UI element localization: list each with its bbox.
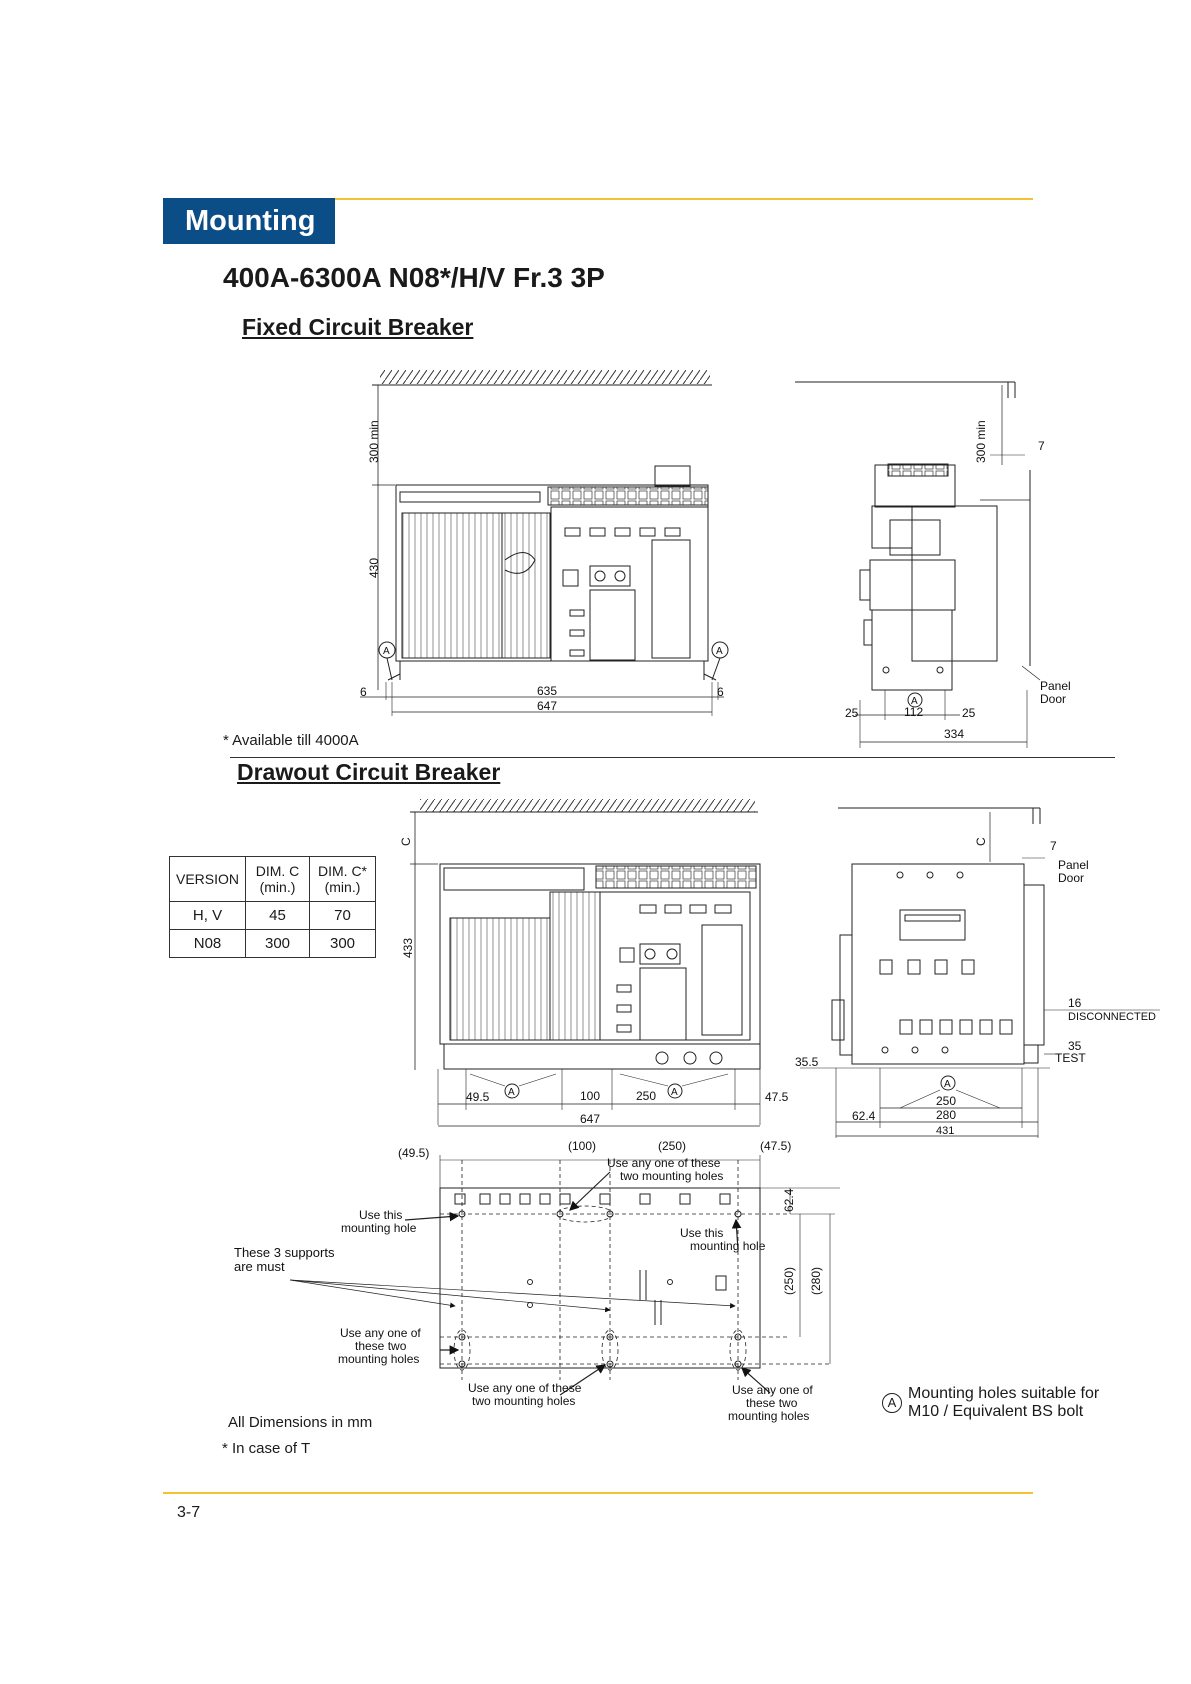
drawout-disconnected-dim: 16 [1068,996,1082,1010]
fixed-footnote: * Available till 4000A [223,732,359,749]
drawout-side-pitch-a: 250 [936,1094,957,1108]
callout-left-pair-line2: these two [355,1339,407,1353]
plan-pitch-b: (250) [658,1139,687,1153]
fixed-right-gap-label: 6 [717,685,724,699]
drawout-side-hole-marker: A [944,1079,951,1090]
drawout-overall-width: 647 [580,1112,601,1126]
fixed-side-view [795,382,1040,748]
callout-left-pair-line3: mounting holes [338,1352,420,1366]
fixed-breaker-title: Fixed Circuit Breaker [242,314,474,340]
fixed-panel-label: Panel [1040,679,1071,693]
table-header: DIM. C* (min.) [310,857,376,902]
plan-pitch-a: (100) [568,1139,597,1153]
drawout-left-offset: 49.5 [466,1090,490,1104]
callout-bottom-right-line2: these two [746,1396,798,1410]
page-number: 3-7 [177,1504,201,1521]
drawout-door-label: Door [1058,871,1085,885]
callout-use-this-left-line2: mounting hole [341,1221,417,1235]
drawout-hole-pitch-a: 100 [580,1089,601,1103]
fixed-left-gap-label: 6 [360,685,367,699]
fixed-side-left-offset: 25 [845,706,859,720]
table-cell: 300 [246,930,310,958]
callout-bottom-center-line1: Use any one of these [468,1381,582,1395]
drawout-base-offset: 35.5 [795,1055,819,1069]
model-title: 400A-6300A N08*/H/V Fr.3 3P [223,262,605,293]
fixed-door-label: Door [1040,692,1067,706]
drawout-height-label: 433 [401,937,415,958]
drawout-front-view [410,799,760,1126]
callout-supports-line2: are must [234,1259,285,1274]
table-cell: H, V [170,902,246,930]
drawout-test-label: TEST [1055,1051,1086,1065]
drawout-hole-pitch-b: 250 [636,1089,657,1103]
drawout-side-door-gap: 7 [1050,839,1057,853]
callout-top-pair-line2: two mounting holes [620,1169,724,1183]
callout-bottom-right-line1: Use any one of [732,1383,813,1397]
fixed-side-overall-depth: 334 [944,727,965,741]
table-cell: 300 [310,930,376,958]
fixed-side-hole-pitch: 112 [904,705,924,719]
fixed-side-clearance-label: 300 min [974,420,988,463]
fixed-hole-marker-right: A [716,646,723,657]
callout-top-pair-line1: Use any one of these [607,1156,721,1170]
drawout-side-left-offset: 62.4 [852,1109,876,1123]
plan-right-offset: (47.5) [760,1139,792,1153]
fixed-front-view [360,370,728,716]
callout-supports-line1: These 3 supports [234,1245,335,1260]
callout-use-this-left-line1: Use this [359,1208,403,1222]
callout-use-this-right-line1: Use this [680,1226,724,1240]
drawout-panel-label: Panel [1058,858,1089,872]
drawout-side-clearance: C [974,837,988,846]
drawout-hole-marker-left: A [508,1087,515,1098]
plan-span-a: (250) [782,1266,796,1295]
plan-top-offset: 62.4 [782,1188,796,1212]
callout-bottom-right-line3: mounting holes [728,1409,810,1423]
plan-span-b: (280) [809,1266,823,1295]
fixed-side-hole-marker: A [911,696,918,707]
fixed-inner-width-label: 635 [537,684,558,698]
plan-left-offset: (49.5) [398,1146,430,1160]
drawout-clearance-label: C [399,837,413,846]
table-cell: 70 [310,902,376,930]
drawout-disconnected-label: DISCONNECTED [1068,1011,1157,1023]
table-header: VERSION [170,857,246,902]
table-cell: 45 [246,902,310,930]
drawout-hole-marker-right: A [671,1087,678,1098]
fixed-hole-marker-left: A [383,646,390,657]
drawout-side-overall-depth: 431 [936,1125,955,1137]
callout-left-pair-line1: Use any one of [340,1326,421,1340]
table-cell: N08 [170,930,246,958]
fixed-side-door-gap-label: 7 [1038,439,1045,453]
drawout-side-pitch-b: 280 [936,1108,957,1122]
callout-bottom-center-line2: two mounting holes [472,1394,576,1408]
section-tab: Mounting [163,198,335,244]
drawout-test-dim: 35 [1068,1039,1082,1053]
footer-rule [163,1492,1033,1494]
fixed-side-right-offset: 25 [962,706,976,720]
t-case-note: * In case of T [222,1440,311,1457]
fixed-clearance-label: 300 min [367,420,381,463]
legend-text: Mounting holes suitable for M10 / Equivalent BS bolt [908,1385,1100,1420]
drawout-breaker-title: Drawout Circuit Breaker [237,759,501,785]
fixed-height-label: 430 [367,557,381,578]
callout-use-this-right-line2: mounting hole [690,1239,766,1253]
hole-marker-icon: A [882,1393,902,1413]
fixed-overall-width-label: 647 [537,699,558,713]
drawout-right-offset: 47.5 [765,1090,789,1104]
table-header: DIM. C (min.) [246,857,310,902]
units-note: All Dimensions in mm [228,1414,373,1431]
drawout-side-view [800,808,1160,1138]
